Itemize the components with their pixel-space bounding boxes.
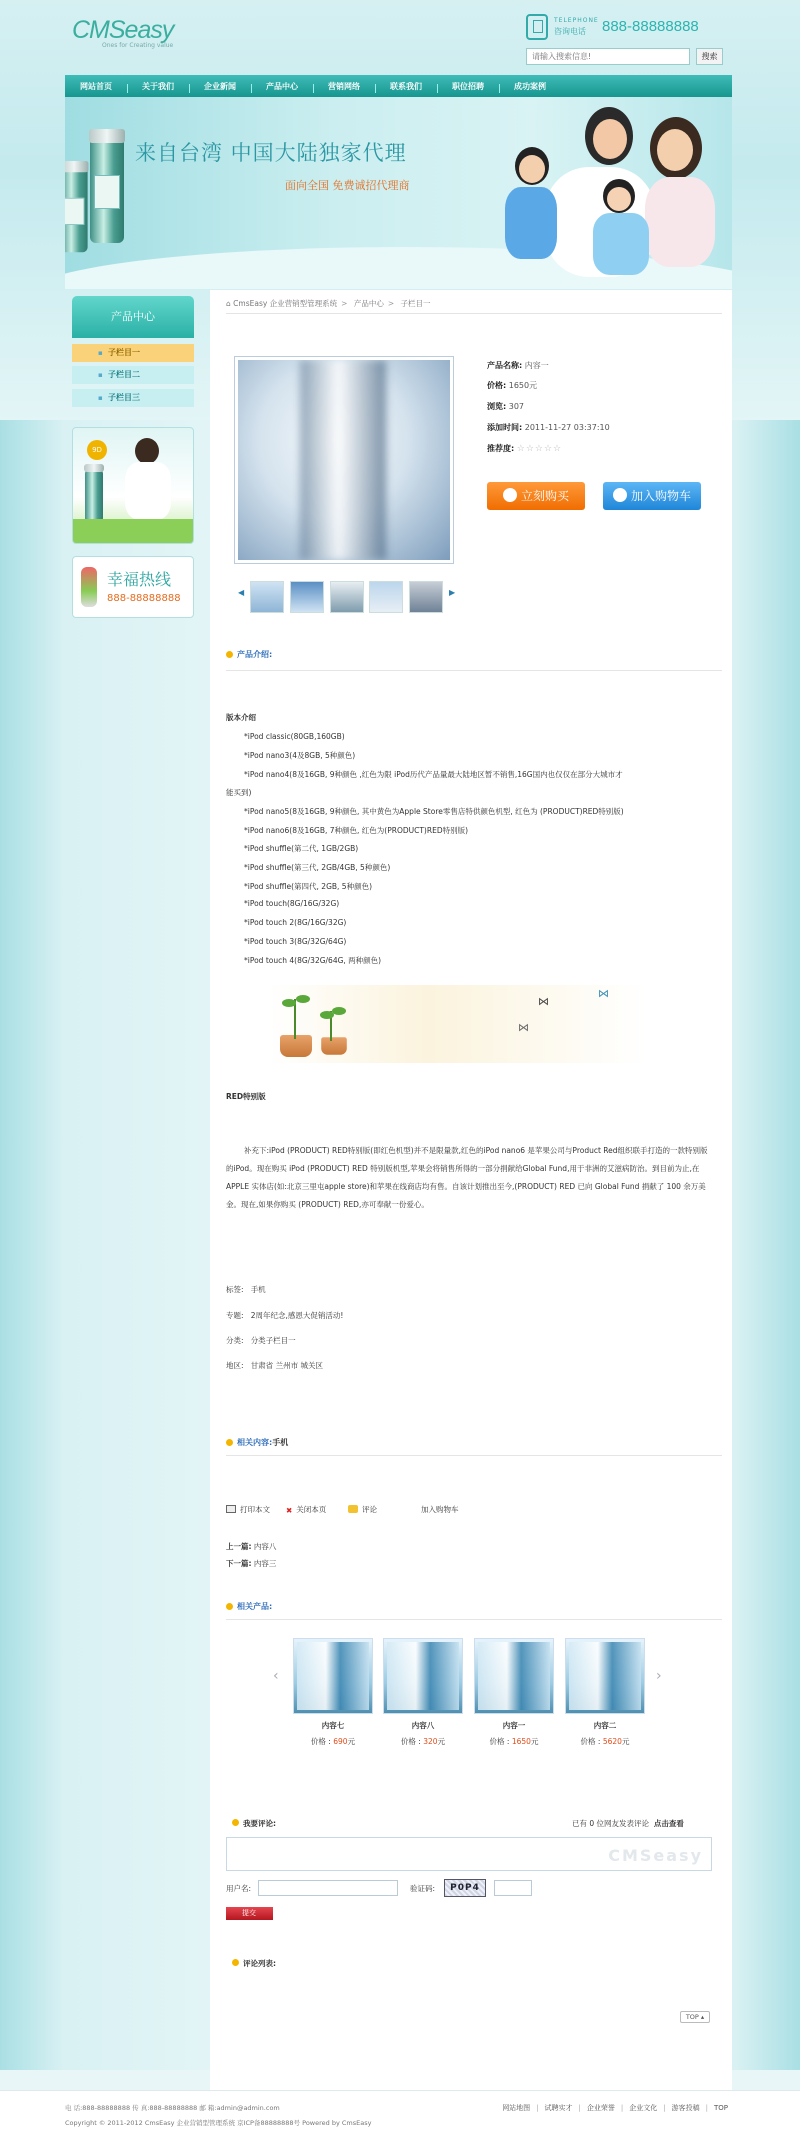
product-price-row <box>487 380 537 391</box>
comment-label: 评论 <box>362 1505 377 1514</box>
footer-contact: 电 话:888-88888888 传 真:888-88888888 邮 箱:admin@admin.com <box>65 2104 280 2112</box>
product-thumbnail[interactable] <box>250 581 284 613</box>
red-edition-heading: RED特别版 <box>226 1092 266 1101</box>
related-product-card[interactable] <box>565 1638 645 1747</box>
product-views-row <box>487 401 524 412</box>
related-product-image[interactable] <box>565 1638 645 1714</box>
ad-badge: 9D <box>87 440 107 460</box>
version-line: *iPod touch 4(8G/32G/64G, 两种颜色) <box>244 956 382 965</box>
footer-copyright: Copyright © 2011-2012 CmsEasy 企业营销型管理系统 京ICP备88888888号 Powered by CmsEasy <box>65 2119 372 2127</box>
related-product-price: 价格 : 320元 <box>400 1737 446 1746</box>
next-link[interactable]: 内容三 <box>253 1559 277 1568</box>
logo-tagline: Ones for Creating value <box>102 42 174 49</box>
nav-item-news[interactable]: 企业新闻 <box>189 81 251 92</box>
product-main-image[interactable] <box>234 356 454 564</box>
nav-item-products[interactable]: 产品中心 <box>251 81 313 92</box>
add-to-cart-button[interactable] <box>603 482 701 510</box>
phone-label-cn: 咨询电话 <box>554 27 586 36</box>
comment-icon <box>348 1505 358 1513</box>
comment-count-text: 已有 0 位网友发表评论 <box>572 1819 650 1828</box>
hotline-number: 888-88888888 <box>107 593 181 604</box>
meta-category-row <box>226 1335 296 1346</box>
related-product-name[interactable]: 内容一 <box>502 1721 526 1730</box>
bullet-icon <box>226 1439 233 1446</box>
related-product-image[interactable] <box>474 1638 554 1714</box>
butterfly-icon: ⋈ <box>518 1021 529 1034</box>
version-heading: 版本介绍 <box>226 713 256 722</box>
cart-icon <box>613 488 627 502</box>
related-content-value[interactable]: 手机 <box>272 1438 289 1447</box>
version-line: *iPod nano3(4及8GB, 5种颜色) <box>244 751 356 760</box>
footer-link-top[interactable]: | TOP <box>700 2104 728 2112</box>
product-rating-label: 推荐度: <box>487 444 515 453</box>
related-product-price: 价格 : 5620元 <box>580 1737 630 1746</box>
footer-link-submit[interactable]: | 游客投稿 <box>657 2104 699 2112</box>
version-line: *iPod shuffle(第三代, 2GB/4GB, 5种颜色) <box>244 863 391 872</box>
product-added-label: 添加时间: <box>487 423 523 432</box>
version-line: *iPod classic(80GB,160GB) <box>244 732 345 741</box>
comment-title: 我要评论: <box>243 1819 276 1828</box>
red-edition-paragraph: 补充下:iPod (PRODUCT) RED特别版(即红色机型)并不是限量款,红色的iPod nano6 是苹果公司与Product Red组织联手打造的一款特别版的iPod。现在购买 iPod (PRODUCT) RED 特别版机型,苹果会将销售所得的一部分捐献给Global Fund,用于非洲的艾滋病防治。到目前为止,在APPLE 实体店(如:北京三里屯apple store)和苹果在线商店均有售。自该计划推出至今,(PRODUCT) RED 已向 Global Fund 捐献了 100 余万美金。现在,如果你购买 (PRODUCT) RED,亦可奉献一份爱心。 <box>226 1146 708 1209</box>
sidebar-item-sub2[interactable]: ▪ 子栏目二 <box>72 366 194 384</box>
nav-item-cases[interactable]: 成功案例 <box>499 81 561 92</box>
phone-icon <box>526 14 548 40</box>
decorative-flower-image <box>268 985 666 1063</box>
product-bottle-image <box>90 135 124 243</box>
add-cart-link[interactable]: 加入购物车 <box>421 1505 459 1514</box>
product-bottle-image <box>65 166 88 252</box>
cart-icon <box>503 488 517 502</box>
meta-region-row <box>226 1360 323 1371</box>
related-prev-arrow-icon[interactable]: ‹ <box>273 1668 279 1684</box>
sidebar-item-sub1[interactable]: ▪ 子栏目一 <box>72 344 194 362</box>
nav-item-jobs[interactable]: 职位招聘 <box>437 81 499 92</box>
footer-link-honor[interactable]: | 企业荣誉 <box>573 2104 615 2112</box>
meta-label: 标签: <box>226 1285 244 1294</box>
prev-link[interactable]: 内容八 <box>253 1542 277 1551</box>
banner-subtitle: 面向全国 免费诚招代理商 <box>285 179 410 192</box>
submit-button[interactable]: 提交 <box>226 1907 273 1920</box>
related-content-title: 相关内容: <box>237 1438 273 1447</box>
related-product-name[interactable]: 内容八 <box>411 1721 435 1730</box>
divider <box>226 670 722 671</box>
version-line: *iPod shuffle(第四代, 2GB, 5种颜色) <box>244 882 372 891</box>
sidebar-ad-image[interactable] <box>72 427 194 544</box>
intro-title: 产品介绍: <box>237 650 273 659</box>
sidebar-heading: 产品中心 <box>72 296 194 338</box>
bullet-icon <box>232 1959 239 1966</box>
view-comments-link[interactable]: 点击查看 <box>653 1819 684 1828</box>
section-title-intro <box>226 649 272 660</box>
version-line: *iPod touch 2(8G/16G/32G) <box>244 918 347 927</box>
breadcrumb-products[interactable]: 产品中心 <box>353 299 384 308</box>
related-product-image[interactable] <box>383 1638 463 1714</box>
close-page-link[interactable] <box>286 1504 326 1515</box>
meta-tags-row <box>226 1284 266 1295</box>
version-line: *iPod touch 3(8G/32G/64G) <box>244 937 347 946</box>
buy-now-label: 立刻购买 <box>520 489 569 503</box>
product-rating-row <box>487 443 562 454</box>
phone-block <box>526 14 726 40</box>
username-input[interactable] <box>258 1880 398 1896</box>
site-footer <box>0 2090 800 2138</box>
version-line: 能买到) <box>226 788 252 797</box>
version-line: *iPod shuffle(第二代, 1GB/2GB) <box>244 844 359 853</box>
related-products-title: 相关产品: <box>237 1602 273 1611</box>
bullet-icon <box>226 651 233 658</box>
related-product-name[interactable]: 内容七 <box>321 1721 345 1730</box>
nav-item-about[interactable]: 关于我们 <box>127 81 189 92</box>
meta-topic-row <box>226 1310 343 1321</box>
phone-label-en: TELEPHONE <box>554 17 599 24</box>
related-product-price: 价格 : 1650元 <box>489 1737 539 1746</box>
meta-label: 专题: <box>226 1311 244 1320</box>
product-price: 1650元 <box>508 381 538 390</box>
nav-item-network[interactable]: 营销网络 <box>313 81 375 92</box>
comment-list-title <box>232 1958 276 1969</box>
related-product-card[interactable] <box>293 1638 373 1747</box>
comment-form-title <box>232 1818 276 1829</box>
breadcrumb: ⌂ CmsEasy 企业营销型管理系统 > 产品中心 > 子栏目一 <box>226 299 431 308</box>
product-name-row <box>487 360 549 371</box>
version-line: *iPod touch(8G/16G/32G) <box>244 899 340 908</box>
related-product-card[interactable] <box>474 1638 554 1747</box>
bullet-icon <box>232 1819 239 1826</box>
footer-link-sitemap[interactable]: 网站地图 <box>502 2104 531 2112</box>
product-price-label: 价格: <box>487 381 507 390</box>
divider <box>226 313 722 314</box>
meta-label: 地区: <box>226 1361 244 1370</box>
product-name-label: 产品名称: <box>487 361 523 370</box>
product-added: 2011-11-27 03:37:10 <box>524 423 610 432</box>
sidebar-item-sub3[interactable]: ▪ 子栏目三 <box>72 389 194 407</box>
thumbs-next-arrow-icon[interactable]: ▶ <box>449 588 456 597</box>
footer-link-talent[interactable]: | 试聘实才 <box>530 2104 572 2112</box>
nav-item-contact[interactable]: 联系我们 <box>375 81 437 92</box>
comment-textarea[interactable] <box>226 1837 712 1871</box>
version-line: *iPod nano5(8及16GB, 9种颜色, 其中黄色为Apple Store零售店特供颜色机型, 红色为 (PRODUCT)RED特别版) <box>244 807 624 816</box>
meta-value[interactable]: 2周年纪念,感恩大促销活动! <box>250 1311 344 1320</box>
add-to-cart-label: 加入购物车 <box>630 489 691 503</box>
back-to-top-button[interactable]: TOP ▴ <box>680 2011 710 2023</box>
search-button[interactable]: 搜索 <box>696 48 723 65</box>
captcha-label: 验证码: <box>410 1884 436 1893</box>
search-input[interactable] <box>526 48 690 65</box>
logo-text: CMSeasy <box>72 16 174 44</box>
bullet-icon <box>226 1603 233 1610</box>
buy-now-button[interactable] <box>487 482 585 510</box>
meta-value[interactable]: 甘肃省 兰州市 城关区 <box>250 1361 323 1370</box>
product-added-row <box>487 422 610 433</box>
banner-title: 来自台湾 中国大陆独家代理 <box>135 141 407 165</box>
meta-label: 分类: <box>226 1336 244 1345</box>
print-label: 打印本文 <box>240 1505 270 1514</box>
captcha-image[interactable]: P0P4 <box>444 1879 486 1897</box>
family-photo <box>475 107 725 289</box>
product-name: 内容一 <box>524 361 549 370</box>
breadcrumb-current[interactable]: 子栏目一 <box>400 299 431 308</box>
section-title-related-content <box>226 1437 288 1448</box>
product-thumbnail[interactable] <box>369 581 403 613</box>
comment-link[interactable] <box>348 1504 377 1515</box>
printer-icon <box>226 1505 236 1513</box>
product-views: 307 <box>508 402 525 411</box>
phone-number: 888-88888888 <box>602 18 699 35</box>
sidebar-hotline-ad[interactable] <box>72 556 194 618</box>
footer-link-culture[interactable]: | 企业文化 <box>615 2104 657 2112</box>
hotline-title: 幸福热线 <box>107 570 172 589</box>
thumbs-prev-arrow-icon[interactable]: ◀ <box>238 588 245 597</box>
rating-stars-icon: ☆☆☆☆☆ <box>516 444 563 454</box>
related-product-name[interactable]: 内容二 <box>593 1721 617 1730</box>
site-logo[interactable] <box>72 16 202 56</box>
close-icon: ✖ <box>286 1506 293 1515</box>
hero-banner <box>65 97 732 289</box>
prev-article <box>226 1541 276 1552</box>
nav-item-home[interactable]: 网站首页 <box>80 81 112 91</box>
main-nav <box>65 75 732 97</box>
print-link[interactable] <box>226 1504 270 1515</box>
meta-value[interactable]: 分类子栏目一 <box>250 1336 296 1345</box>
section-title-related-products <box>226 1601 272 1612</box>
captcha-input[interactable] <box>494 1880 532 1896</box>
breadcrumb-home[interactable]: CmsEasy 企业营销型管理系统 <box>233 299 338 308</box>
comment-watermark: CMSeasy <box>608 1846 703 1865</box>
comment-count <box>572 1818 684 1829</box>
butterfly-icon: ⋈ <box>598 987 609 1000</box>
divider <box>226 1455 722 1456</box>
product-thumbnail[interactable] <box>330 581 364 613</box>
product-views-label: 浏览: <box>487 402 507 411</box>
username-label: 用户名: <box>226 1884 252 1893</box>
product-thumbnail[interactable] <box>290 581 324 613</box>
comment-list-label: 评论列表: <box>243 1959 276 1968</box>
related-product-image[interactable] <box>293 1638 373 1714</box>
close-label: 关闭本页 <box>296 1505 327 1514</box>
next-article <box>226 1558 276 1569</box>
next-label: 下一篇: <box>226 1559 252 1568</box>
version-line: *iPod nano4(8及16GB, 9种颜色 ,红色为限 iPod历代产品量最大陆地区暂不销售,16G国内也仅仅在部分大城市才 <box>244 770 623 779</box>
related-product-card[interactable] <box>383 1638 463 1747</box>
related-product-price: 价格 : 690元 <box>310 1737 356 1746</box>
meta-value[interactable]: 手机 <box>250 1285 266 1294</box>
product-thumbnail[interactable] <box>409 581 443 613</box>
flower-icon <box>81 567 97 607</box>
divider <box>226 1619 722 1620</box>
related-next-arrow-icon[interactable]: › <box>656 1668 662 1684</box>
version-line: *iPod nano6(8及16GB, 7种颜色, 红色为(PRODUCT)RED特别版) <box>244 826 469 835</box>
prev-label: 上一篇: <box>226 1542 252 1551</box>
home-icon: ⌂ <box>226 299 231 308</box>
butterfly-icon: ⋈ <box>538 995 549 1008</box>
footer-links <box>502 2103 728 2113</box>
